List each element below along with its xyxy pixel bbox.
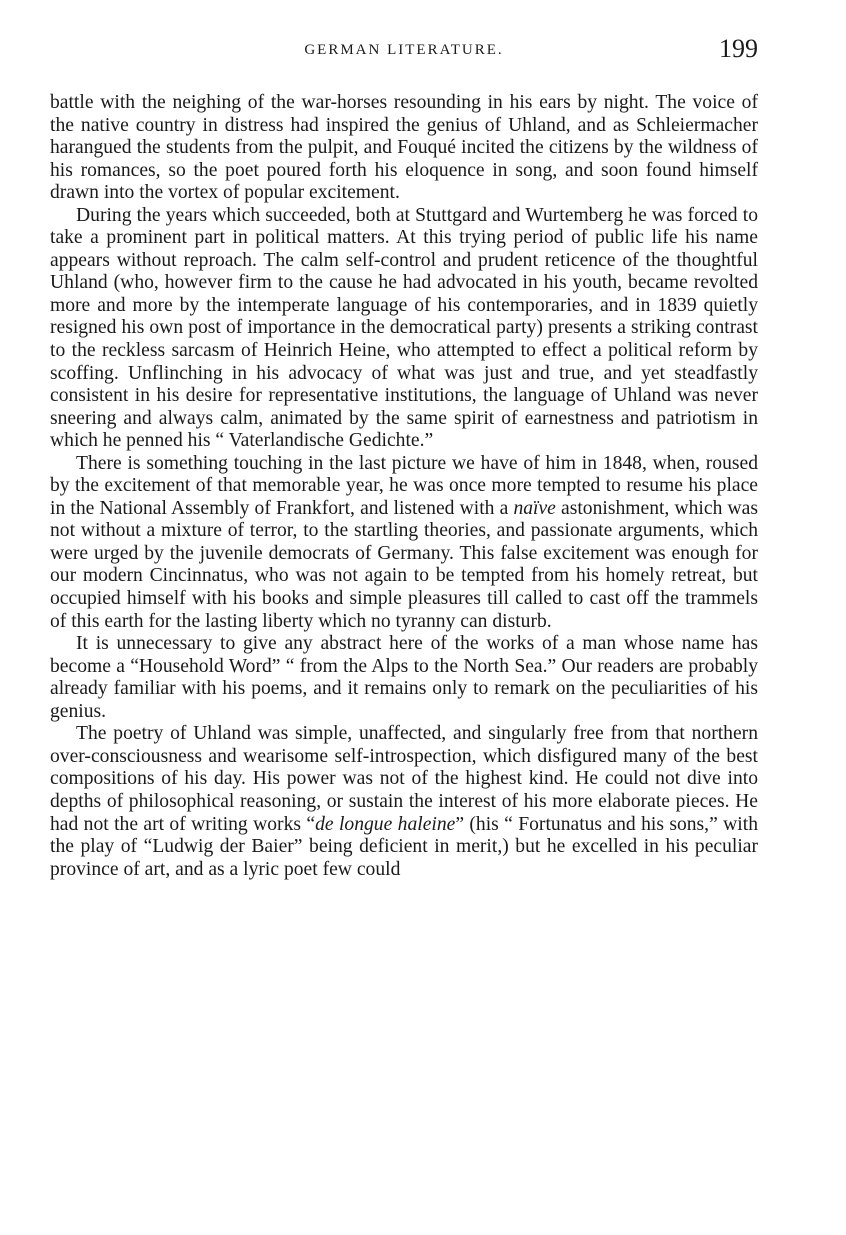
body-text — [50, 92, 758, 881]
paragraph-5-italic: de longue haleine — [315, 813, 456, 835]
paragraph-3 — [50, 453, 758, 633]
paragraph-3-text-b: astonishment, which was not without a mixture of terror, to the startling theories, and passionate arguments, which were urged by the juvenile democrats of Germany. This false excitement was enough for our modern Cincinnatus, who was not again to be tempted from his homely retreat, but occupied himself with his books and simple pleasures till called to cast off the trammels of this earth for the lasting liberty which no tyranny can disturb. — [50, 497, 758, 632]
paragraph-5-text-a: The poetry of Uhland was simple, unaffected, and singularly free from that northern over-consciousness and wearisome self-introspection, which disfigured many of the best compositions of his day. His power was not of the highest kind. He could not dive into depths of philosophical reasoning, or sustain the interest of his more elaborate pieces. He had not the art of writing works “ — [50, 723, 758, 835]
paragraph-3-text-a: There is something touching in the last picture we have of him in 1848, when, roused by the excitement of that memorable year, he was once more tempted to resume his place in the National Assembly of Frankfort, and listened with a — [50, 452, 758, 519]
paragraph-3-italic: naïve — [513, 497, 556, 519]
page-number: 199 — [719, 34, 758, 63]
paragraph-4: It is unnecessary to give any abstract here of the works of a man whose name has become a “Household Word” “ from the Alps to the North Sea.” Our readers are probably already familiar with his poems, and it remains only to remark on the peculiarities of his genius. — [50, 633, 758, 722]
running-head: GERMAN LITERATURE. — [304, 42, 504, 58]
page-header — [50, 32, 758, 72]
paragraph-1: battle with the neighing of the war-horses resounding in his ears by night. The voice of the native country in distress had inspired the genius of Uhland, and as Schleiermacher harangued the students from the pulpit, and Fouqué incited the citizens by the wildness of his romances, so the poet poured forth his eloquence in song, and soon found himself drawn into the vortex of popular excitement. — [50, 92, 758, 204]
paragraph-5-text-b: ” (his “ Fortunatus and his sons,” with the play of “Ludwig der Baier” being deficient in merit,) but he excelled in his peculiar province of art, and as a lyric poet few could — [50, 813, 758, 880]
book-page — [50, 32, 758, 881]
paragraph-2: During the years which succeeded, both at Stuttgard and Wurtemberg he was forced to take a prominent part in political matters. At this trying period of public life his name appears without reproach. The calm self-control and prudent reticence of the thoughtful Uhland (who, however firm to the cause he had advocated in his youth, became revolted more and more by the intemperate language of his contemporaries, and in 1839 quietly resigned his own post of importance in the democratical party) presents a striking contrast to the reckless sarcasm of Heinrich Heine, who attempted to effect a political reform by scoffing. Unflinching in his advocacy of what was just and true, and yet steadfastly consistent in his desire for representative institutions, the language of Uhland was never sneering and always calm, animated by the same spirit of earnestness and patriotism in which he penned his “ Vaterlandische Gedichte.” — [50, 204, 758, 452]
paragraph-5 — [50, 723, 758, 881]
